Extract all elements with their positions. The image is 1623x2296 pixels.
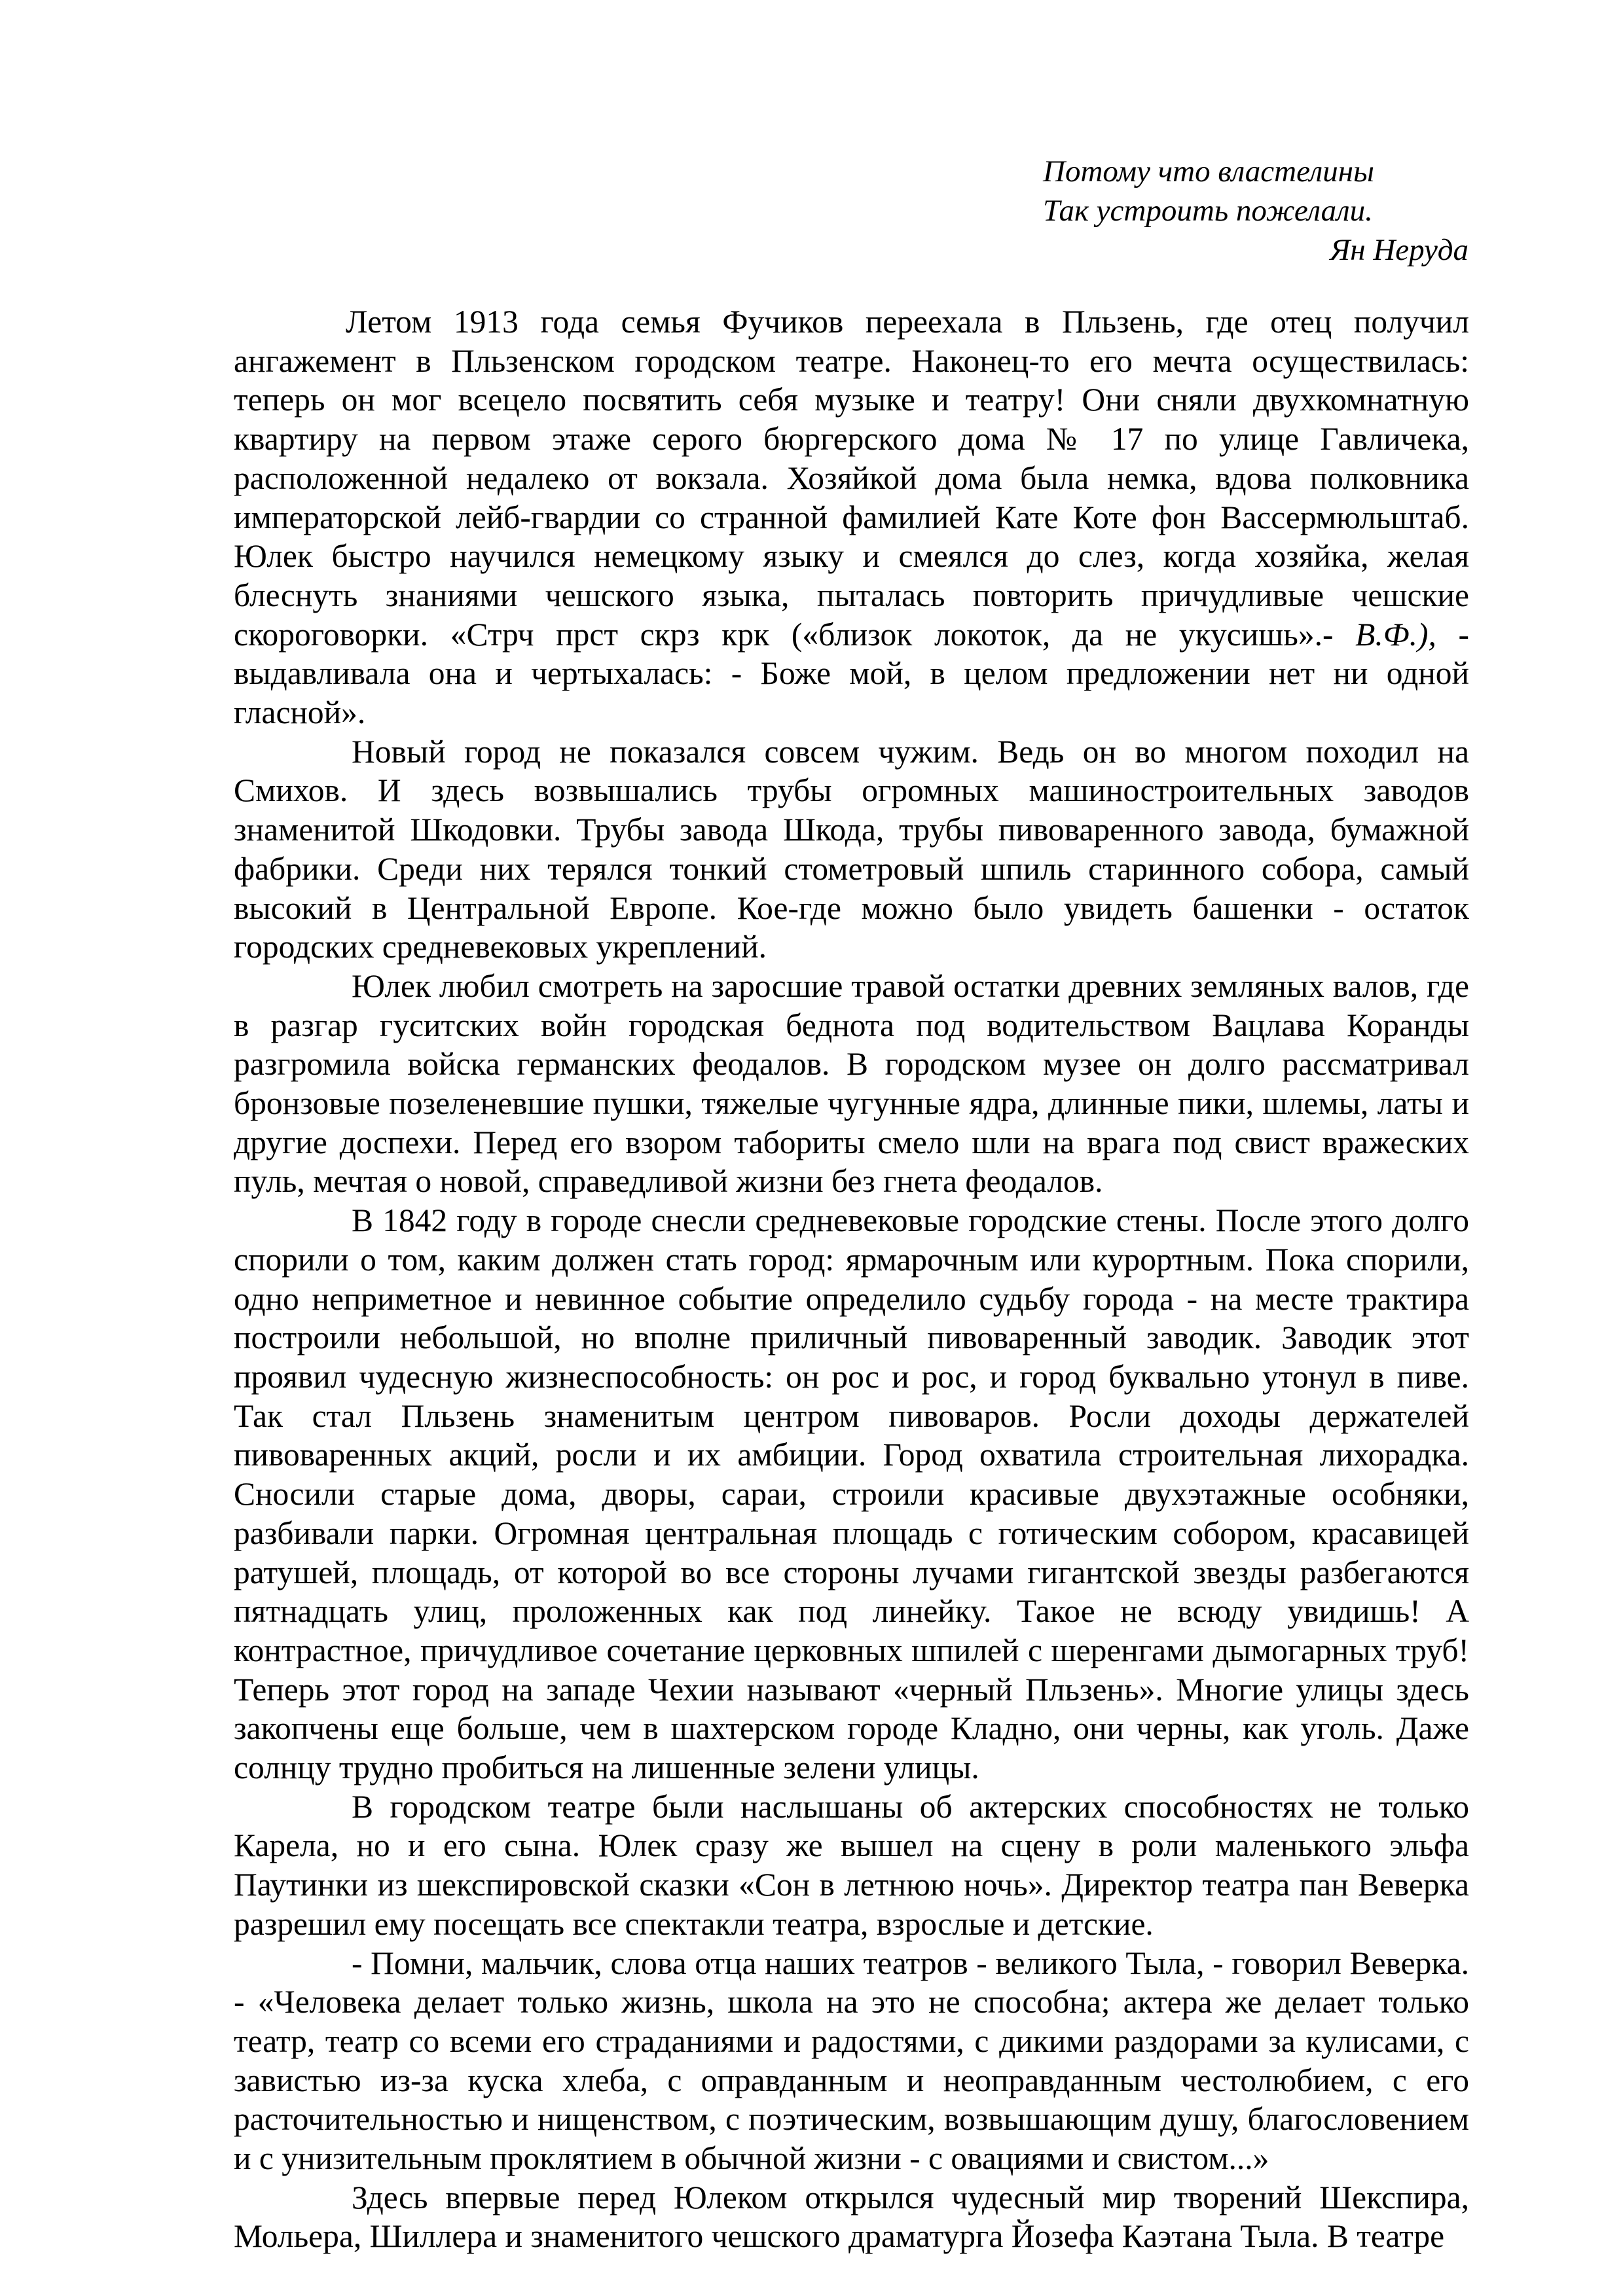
paragraph: В городском театре были наслышаны об актерских способностях не только Карела, но и его сына. Юлек сразу же вышел на сцену в роли маленького эльфа Паутинки из шекспировской сказки «Сон в летнюю ночь». Директор театра пан Веверка разрешил ему посещать все спектакли театра, взрослые и детские.	[234, 1788, 1469, 1942]
paragraph-text: Летом 1913 года семья Фучиков переехала в Пльзень, где отец получил ангажемент в Пльзенском городском театре. Наконец-то его мечта осуществилась: теперь он мог всецело посвятить себя музыке и театру! Они сняли двухкомнатную квартиру на первом этаже серого бюргерского дома № 17 по улице Гавличека, расположенной недалеко от вокзала. Хозяйкой дома была немка, вдова полковника императорской лейб-гвардии со странной фамилией Кате Коте фон Вассермюльштаб. Юлек быстро научился немецкому языку и смеялся до слез, когда хозяйка, желая блеснуть знаниями чешского языка, пыталась повторить причудливые чешские скороговорки. «Стрч прст скрз крк («близок локоток, да не укусишь».-	[234, 304, 1469, 653]
epigraph-line: Так устроить пожелали.	[1043, 194, 1373, 228]
epigraph-author: Ян Неруда	[1330, 233, 1468, 267]
epigraph	[1043, 152, 1468, 270]
italic-citation: В.Ф.),	[1355, 616, 1436, 653]
paragraph: - Помни, мальчик, слова отца наших театров - великого Тыла, - говорил Веверка. - «Человека делает только жизнь, школа на это не способна; актера же делает только театр, театр со всеми его страданиями и радостями, с дикими раздорами за кулисами, с завистью из-за куска хлеба, с оправданным и неоправданным честолюбием, с его расточительностью и нищенством, с поэтическим, возвышающим душу, благословением и с унизительным проклятием в обычной жизни - с овациями и свистом...»	[234, 1945, 1469, 2177]
paragraph: Юлек любил смотреть на заросшие травой остатки древних земляных валов, где в разгар гуситских войн городская беднота под водительством Вацлава Коранды разгромила войска германских феодалов. В городском музее он долго рассматривал бронзовые позеленевшие пушки, тяжелые чугунные ядра, длинные пики, шлемы, латы и другие доспехи. Перед его взором табориты смело шли на врага под свист вражеских пуль, мечтая о новой, справедливой жизни без гнета феодалов.	[234, 967, 1469, 1200]
paragraph-text: - выдавливала она и чертыхалась: - Боже мой, в целом предложении нет ни одной гласной».	[234, 616, 1469, 731]
paragraph	[234, 302, 1469, 732]
body-text	[234, 302, 1469, 2256]
paragraph: В 1842 году в городе снесли средневековые городские стены. После этого долго спорили о том, каким должен стать город: ярмарочным или курортным. Пока спорили, одно неприметное и невинное событие определило судьбу города - на месте трактира построили небольшой, но вполне приличный пивоваренный заводик. Заводик этот проявил чудесную жизнеспособность: он рос и рос, и город буквально утонул в пиве. Так стал Пльзень знаменитым центром пивоваров. Росли доходы держателей пивоваренных акций, росли и их амбиции. Город охватила строительная лихорадка. Сносили старые дома, дворы, сараи, строили красивые двухэтажные особняки, разбивали парки. Огромная центральная площадь с готическим собором, красавицей ратушей, площадь, от которой во все стороны лучами гигантской звезды разбегаются пятнадцать улиц, проложенных как под линейку. Такое не всюду увидишь! А контрастное, причудливое сочетание церковных шпилей с шеренгами дымогарных труб! Теперь этот город на западе Чехии называют «черный Пльзень». Многие улицы здесь закопчены еще больше, чем в шахтерском городе Кладно, они черны, как уголь. Даже солнцу трудно пробиться на лишенные зелени улицы.	[234, 1202, 1469, 1786]
paragraph: Здесь впервые перед Юлеком открылся чудесный мир творений Шекспира, Мольера, Шиллера и знаменитого чешского драматурга Йозефа Каэтана Тыла. В театре	[234, 2179, 1469, 2255]
paragraph: Новый город не показался совсем чужим. Ведь он во многом походил на Смихов. И здесь возвышались трубы огромных машиностроительных заводов знаменитой Шкодовки. Трубы завода Шкода, трубы пивоваренного завода, бумажной фабрики. Среди них терялся тонкий стометровый шпиль старинного собора, самый высокий в Центральной Европе. Кое-где можно было увидеть башенки - остаток городских средневековых укреплений.	[234, 733, 1469, 965]
epigraph-line: Потому что властелины	[1043, 154, 1374, 188]
